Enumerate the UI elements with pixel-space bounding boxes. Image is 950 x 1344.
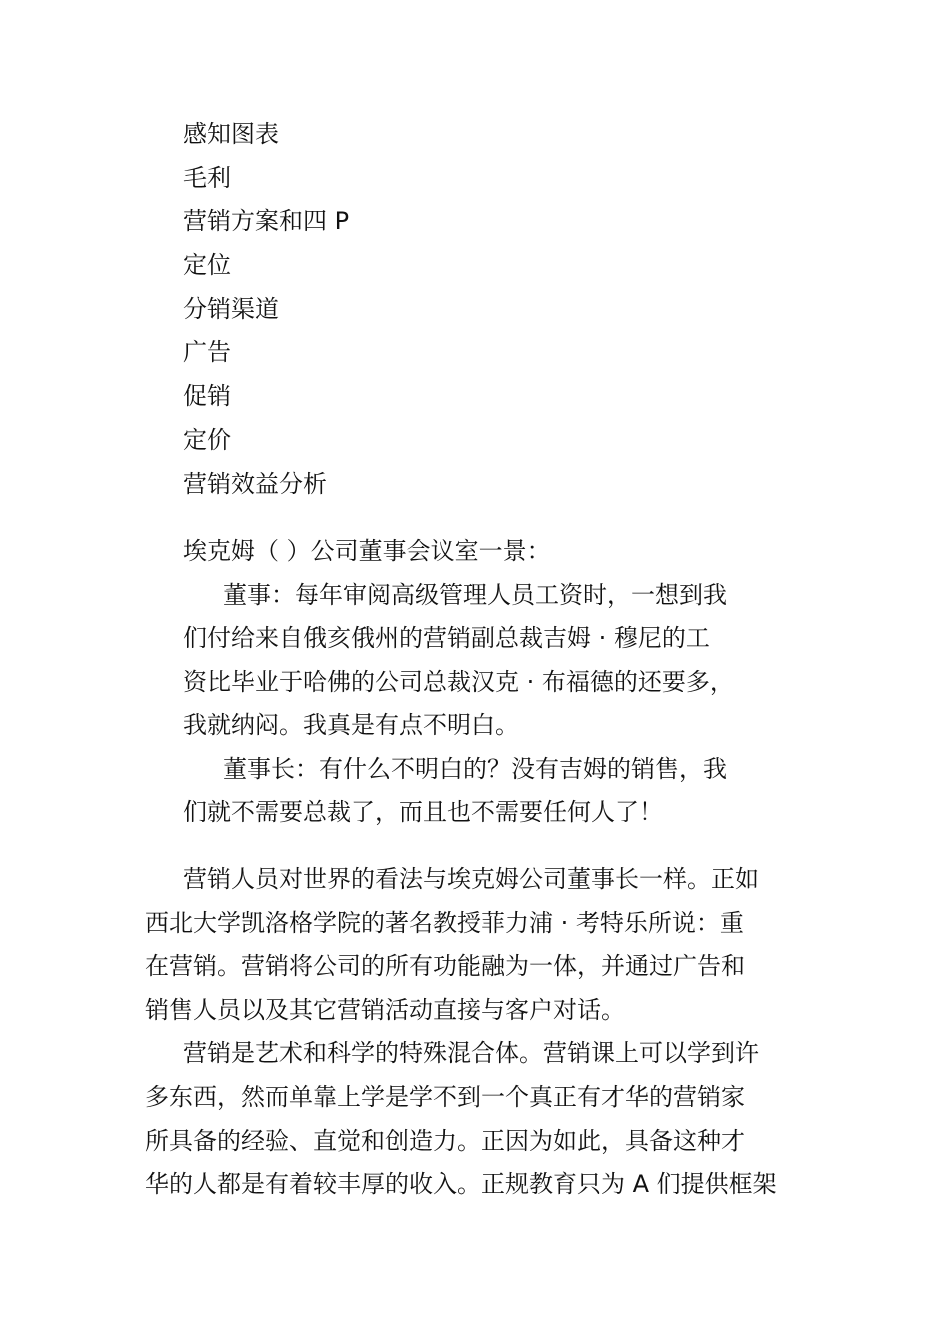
body-line: 所具备的经验、直觉和创造力。正因为如此，具备这种才 xyxy=(145,1126,745,1155)
topic-list xyxy=(183,113,349,506)
topic-item: 感知图表 xyxy=(183,120,279,148)
dialogue-line: 我就纳闷。我真是有点不明白。 xyxy=(183,711,519,739)
dialogue-line: 们付给来自俄亥俄州的营销副总裁吉姆 · 穆尼的工 xyxy=(183,624,710,652)
body-line: 华的人都是有着较丰厚的收入。正规教育只为 A 们提供框架 xyxy=(145,1170,777,1199)
topic-item: 定价 xyxy=(183,425,231,454)
topic-item: 营销方案和四 P xyxy=(183,207,350,236)
body-line: 销售人员以及其它营销活动直接与客户对话。 xyxy=(145,995,625,1024)
body-line: 在营销。营销将公司的所有功能融为一体，并通过广告和 xyxy=(145,952,745,981)
topic-item: 毛利 xyxy=(183,163,231,192)
body-paragraphs xyxy=(145,858,825,1207)
dialogue-scene-heading: 埃克姆（ ）公司董事会议室一景： xyxy=(183,537,551,565)
topic-item: 促销 xyxy=(183,382,231,411)
body-line: 营销人员对世界的看法与埃克姆公司董事长一样。正如 xyxy=(183,865,759,893)
body-line: 西北大学凯洛格学院的著名教授菲力浦 · 考特乐所说：重 xyxy=(145,908,744,937)
topic-item: 定位 xyxy=(183,251,231,280)
body-line: 营销是艺术和科学的特殊混合体。营销课上可以学到许 xyxy=(183,1039,759,1068)
dialogue-line: 董事：每年审阅高级管理人员工资时，一想到我 xyxy=(223,580,727,609)
boardroom-dialogue xyxy=(183,530,803,835)
body-line: 多东西，然而单靠上学是学不到一个真正有才华的营销家 xyxy=(145,1082,745,1111)
dialogue-line: 董事长：有什么不明白的？没有吉姆的销售，我 xyxy=(223,754,727,783)
topic-item: 广告 xyxy=(183,338,231,367)
dialogue-line: 资比毕业于哈佛的公司总裁汉克 · 布福德的还要多， xyxy=(183,667,734,696)
topic-item: 营销效益分析 xyxy=(183,469,327,498)
dialogue-line: 们就不需要总裁了，而且也不需要任何人了！ xyxy=(183,798,663,826)
topic-item: 分销渠道 xyxy=(183,294,279,323)
